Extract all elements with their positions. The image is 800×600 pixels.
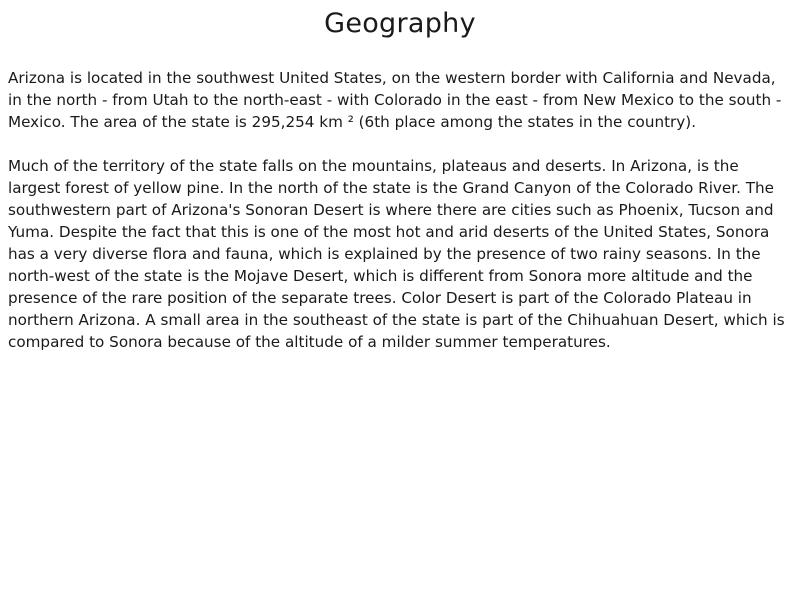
- slide-body: [8, 67, 794, 353]
- slide-title: Geography: [324, 8, 476, 39]
- paragraph-location: Arizona is located in the southwest United States, on the western border with California and Nevada, in the north - from Utah to the north-east - with Colorado in the east - from New Mexico to the south - Mexico. The area of the state is 295,254 km ² (6th place among the states in the country).: [8, 69, 782, 131]
- paragraph-terrain: Much of the territory of the state falls on the mountains, plateaus and deserts. In Arizona, is the largest forest of yellow pine. In the north of the state is the Grand Canyon of the Colorado River. The southwestern part of Arizona's Sonoran Desert is where there are cities such as Phoenix, Tucson and Yuma. Despite the fact that this is one of the most hot and arid deserts of the United States, Sonora has a very diverse flora and fauna, which is explained by the presence of two rainy seasons. In the north-west of the state is the Mojave Desert, which is different from Sonora more altitude and the presence of the rare position of the separate trees. Color Desert is part of the Colorado Plateau in northern Arizona. A small area in the southeast of the state is part of the Chihuahuan Desert, which is compared to Sonora because of the altitude of a milder summer temperatures.: [8, 157, 785, 351]
